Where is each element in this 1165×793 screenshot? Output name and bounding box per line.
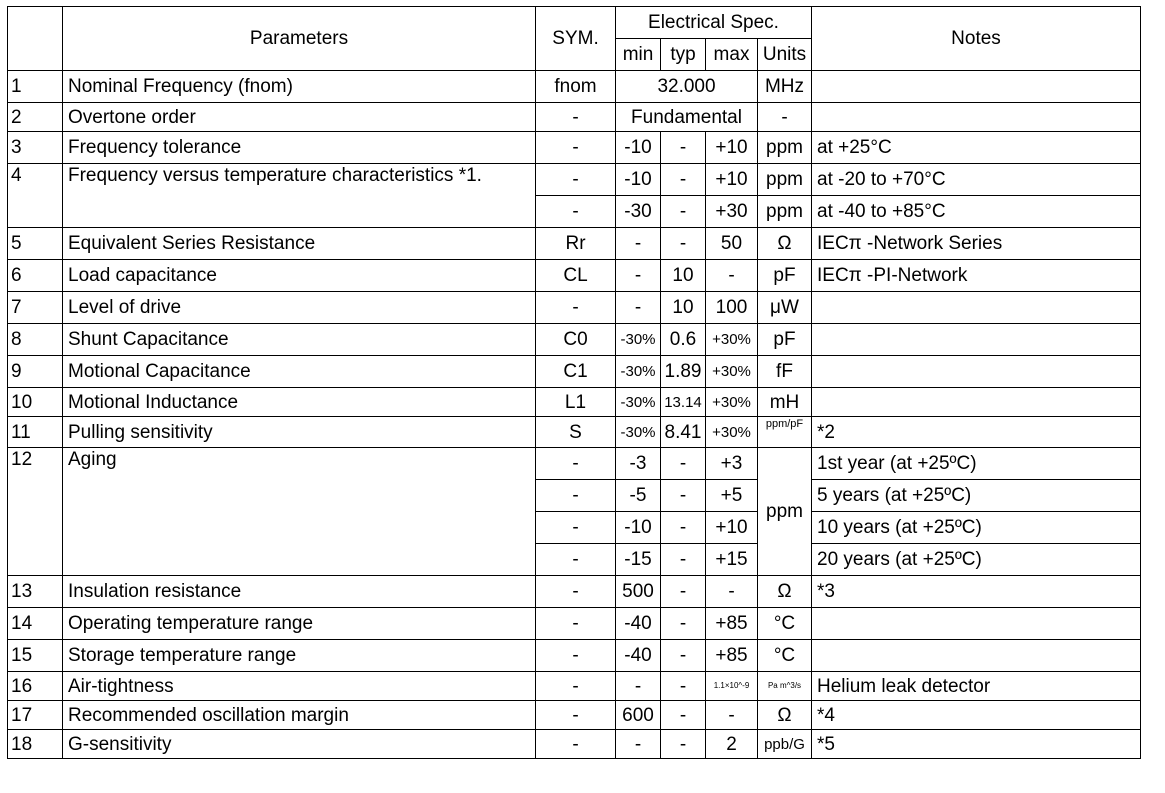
notes-cell: 5 years (at +25ºC) [812,480,1141,512]
typ-cell: - [661,480,706,512]
notes-cell [812,608,1141,640]
units-cell: ppm/pF [758,417,812,448]
max-cell: +85 [706,640,758,672]
notes-cell: *2 [812,417,1141,448]
header-min: min [616,39,661,71]
min-cell: -10 [616,512,661,544]
table-row [8,730,1141,759]
typ-cell: 0.6 [661,324,706,356]
typ-cell: - [661,701,706,730]
parameter-name: Nominal Frequency (fnom) [63,71,536,103]
notes-cell: *4 [812,701,1141,730]
min-cell: - [616,260,661,292]
row-number: 12 [8,448,63,576]
row-number: 1 [8,71,63,103]
typ-cell: 13.14 [661,388,706,417]
units-cell: ppm [758,164,812,196]
table-row [8,640,1141,672]
table-row [8,672,1141,701]
parameter-name: G-sensitivity [63,730,536,759]
header-typ: typ [661,39,706,71]
row-number: 14 [8,608,63,640]
symbol-cell: S [536,417,616,448]
typ-cell: - [661,164,706,196]
max-cell: +10 [706,132,758,164]
max-cell: +15 [706,544,758,576]
parameter-name: Air-tightness [63,672,536,701]
symbol-cell: - [536,292,616,324]
units-cell: mH [758,388,812,417]
header-units: Units [758,39,812,71]
notes-cell: Helium leak detector [812,672,1141,701]
parameter-name: Motional Capacitance [63,356,536,388]
header-number-cell [8,7,63,71]
row-number: 16 [8,672,63,701]
symbol-cell: - [536,512,616,544]
parameter-name: Operating temperature range [63,608,536,640]
units-cell: °C [758,608,812,640]
units-cell: ppm [758,132,812,164]
max-cell: +85 [706,608,758,640]
notes-cell: 1st year (at +25ºC) [812,448,1141,480]
max-cell: +5 [706,480,758,512]
table-row [8,228,1141,260]
units-cell: Pa m^3/s [758,672,812,701]
notes-cell [812,640,1141,672]
typ-cell: - [661,608,706,640]
notes-cell: at +25°C [812,132,1141,164]
symbol-cell: Rr [536,228,616,260]
max-cell: +30% [706,388,758,417]
typ-cell: 10 [661,260,706,292]
max-cell: +3 [706,448,758,480]
symbol-cell: - [536,672,616,701]
symbol-cell: C0 [536,324,616,356]
min-cell: -30 [616,196,661,228]
typ-cell: - [661,576,706,608]
table-row [8,417,1141,448]
symbol-cell: - [536,544,616,576]
typ-cell: 1.89 [661,356,706,388]
notes-cell: at -40 to +85°C [812,196,1141,228]
parameter-name: Aging [63,448,536,576]
parameter-name: Motional Inductance [63,388,536,417]
notes-cell [812,356,1141,388]
max-cell: +30 [706,196,758,228]
typ-cell: - [661,448,706,480]
typ-cell: - [661,228,706,260]
symbol-cell: - [536,640,616,672]
row-number: 3 [8,132,63,164]
min-cell: 600 [616,701,661,730]
parameter-name: Equivalent Series Resistance [63,228,536,260]
parameter-name: Shunt Capacitance [63,324,536,356]
row-number: 5 [8,228,63,260]
max-cell: - [706,260,758,292]
notes-cell [812,292,1141,324]
min-cell: - [616,672,661,701]
row-number: 7 [8,292,63,324]
typ-cell: - [661,672,706,701]
row-number: 18 [8,730,63,759]
table-row [8,71,1141,103]
symbol-cell: C1 [536,356,616,388]
header-max: max [706,39,758,71]
max-cell: 100 [706,292,758,324]
notes-cell [812,388,1141,417]
typ-cell: - [661,196,706,228]
max-cell: 50 [706,228,758,260]
parameter-name: Pulling sensitivity [63,417,536,448]
table-row [8,324,1141,356]
symbol-cell: - [536,608,616,640]
notes-cell [812,324,1141,356]
symbol-cell: - [536,448,616,480]
min-cell: -15 [616,544,661,576]
symbol-cell: - [536,196,616,228]
row-number: 17 [8,701,63,730]
header-parameters: Parameters [63,7,536,71]
row-number: 11 [8,417,63,448]
min-cell: -40 [616,608,661,640]
max-cell: - [706,701,758,730]
row-number: 15 [8,640,63,672]
max-cell: +30% [706,417,758,448]
parameter-name: Overtone order [63,103,536,132]
min-cell: -30% [616,324,661,356]
table-row [8,356,1141,388]
min-cell: -10 [616,164,661,196]
notes-cell: IECπ -Network Series [812,228,1141,260]
row-number: 9 [8,356,63,388]
notes-cell: *5 [812,730,1141,759]
parameter-name: Frequency tolerance [63,132,536,164]
table-row [8,260,1141,292]
symbol-cell: - [536,164,616,196]
typ-cell: 10 [661,292,706,324]
max-cell: +30% [706,324,758,356]
units-cell: Ω [758,701,812,730]
typ-cell: - [661,132,706,164]
table-row [8,292,1141,324]
units-cell: μW [758,292,812,324]
min-cell: -30% [616,356,661,388]
symbol-cell: - [536,701,616,730]
symbol-cell: - [536,730,616,759]
row-number: 13 [8,576,63,608]
parameter-name: Load capacitance [63,260,536,292]
min-cell: 500 [616,576,661,608]
typ-cell: - [661,730,706,759]
symbol-cell: - [536,132,616,164]
parameter-name: Frequency versus temperature characteristics *1. [63,164,536,228]
min-cell: -3 [616,448,661,480]
typ-cell: - [661,512,706,544]
max-cell: +10 [706,164,758,196]
symbol-cell: fnom [536,71,616,103]
table-row [8,103,1141,132]
min-cell: - [616,228,661,260]
table-row [8,576,1141,608]
units-cell: °C [758,640,812,672]
table-row [8,608,1141,640]
max-cell: 1.1×10^-9 [706,672,758,701]
max-cell: - [706,576,758,608]
units-cell: Ω [758,228,812,260]
row-number: 6 [8,260,63,292]
header-electrical-spec: Electrical Spec. [616,7,812,39]
notes-cell: at -20 to +70°C [812,164,1141,196]
parameter-name: Level of drive [63,292,536,324]
min-cell: -30% [616,417,661,448]
notes-cell [812,71,1141,103]
parameter-name: Recommended oscillation margin [63,701,536,730]
min-cell: -30% [616,388,661,417]
notes-cell: IECπ -PI-Network [812,260,1141,292]
spec-table [7,6,1141,759]
value-cell: 32.000 [616,71,758,103]
table-row [8,448,1141,480]
table-row [8,164,1141,196]
units-cell: ppm [758,448,812,576]
symbol-cell: - [536,103,616,132]
symbol-cell: CL [536,260,616,292]
parameter-name: Insulation resistance [63,576,536,608]
units-cell: pF [758,260,812,292]
typ-cell: 8.41 [661,417,706,448]
notes-cell [812,103,1141,132]
header-notes: Notes [812,7,1141,71]
table-row [8,701,1141,730]
typ-cell: - [661,544,706,576]
row-number: 8 [8,324,63,356]
min-cell: - [616,292,661,324]
units-cell: - [758,103,812,132]
row-number: 2 [8,103,63,132]
units-cell: fF [758,356,812,388]
units-cell: ppb/G [758,730,812,759]
min-cell: -40 [616,640,661,672]
notes-cell: *3 [812,576,1141,608]
header-sym: SYM. [536,7,616,71]
table-row [8,388,1141,417]
units-cell: MHz [758,71,812,103]
max-cell: +30% [706,356,758,388]
min-cell: -5 [616,480,661,512]
max-cell: 2 [706,730,758,759]
notes-cell: 20 years (at +25ºC) [812,544,1141,576]
row-number: 10 [8,388,63,417]
units-cell: pF [758,324,812,356]
min-cell: -10 [616,132,661,164]
value-cell: Fundamental [616,103,758,132]
min-cell: - [616,730,661,759]
symbol-cell: L1 [536,388,616,417]
max-cell: +10 [706,512,758,544]
parameter-name: Storage temperature range [63,640,536,672]
symbol-cell: - [536,576,616,608]
units-cell: Ω [758,576,812,608]
typ-cell: - [661,640,706,672]
row-number: 4 [8,164,63,228]
symbol-cell: - [536,480,616,512]
notes-cell: 10 years (at +25ºC) [812,512,1141,544]
units-cell: ppm [758,196,812,228]
table-row [8,132,1141,164]
header-row [8,7,1141,39]
